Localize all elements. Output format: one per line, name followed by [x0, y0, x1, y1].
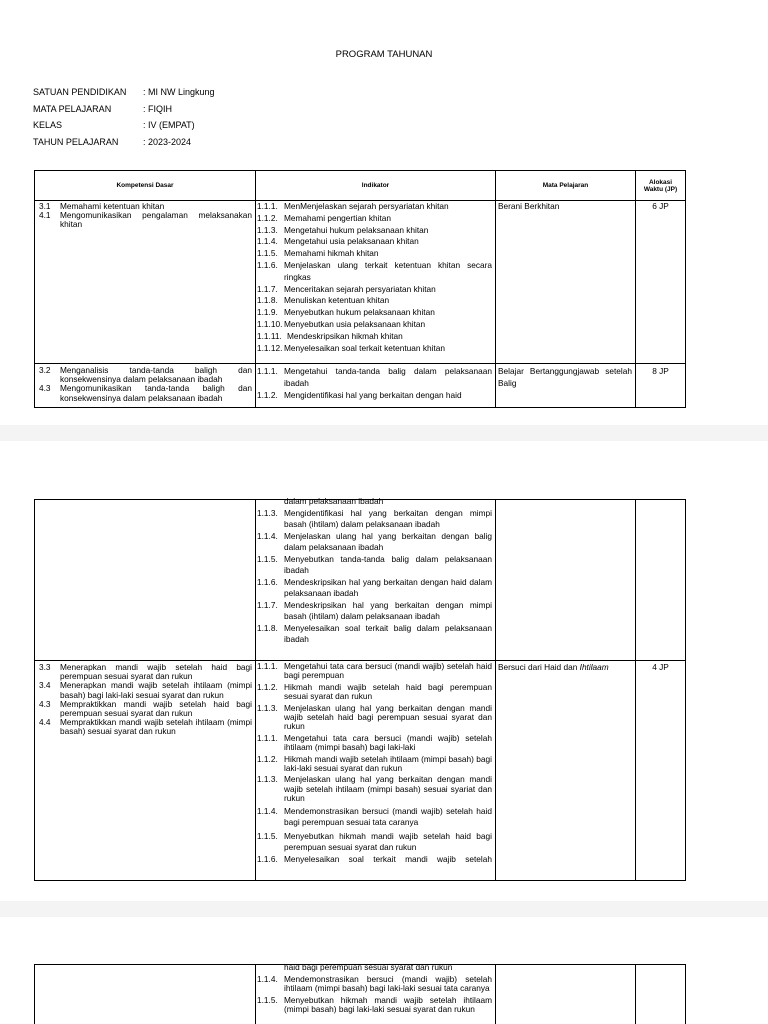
- indikator-item: [257, 704, 492, 732]
- header-alokasi-line2: Waktu (JP): [643, 185, 678, 193]
- indikator-number: 1.1.3.: [257, 774, 278, 785]
- indikator-item: [257, 496, 492, 508]
- indikator-item: [257, 775, 492, 803]
- indikator-text: Mendeskripsikan hal yang berkaitan dengan haid dalam pelaksanaan ibadah: [284, 576, 492, 598]
- alokasi-cell: [636, 500, 686, 661]
- kd-number: 3.2: [39, 365, 51, 375]
- indikator-item: [257, 508, 492, 531]
- indikator-text: Mendeskripsikan hikmah khitan: [287, 330, 403, 341]
- indikator-item: [257, 331, 492, 343]
- kd-text: Menganalisis tanda-tanda baligh dan konsekwensinya dalam pelaksanaan ibadah: [60, 365, 252, 385]
- indikator-item: [257, 806, 492, 829]
- indikator-number: 1.1.2.: [257, 681, 278, 692]
- indikator-cell: [256, 661, 496, 881]
- indikator-text: Mendeskripsikan hal yang berkaitan dengan mimpi basah (ihtilam) dalam pelaksanaan ibadah: [284, 599, 492, 621]
- program-table: [34, 170, 686, 408]
- table-row: [35, 201, 686, 364]
- indikator-text: dalam pelaksanaan ibadah: [284, 496, 384, 506]
- table-row: [35, 364, 686, 408]
- indikator-cell: [256, 201, 496, 364]
- indikator-number: [257, 496, 284, 508]
- meta-value: : IV (EMPAT): [143, 120, 195, 130]
- indikator-text: Mengidentifikasi hal yang berkaitan dengan mimpi basah (ihtilam) dalam pelaksanaan ibadah: [284, 507, 492, 529]
- alokasi-cell: 6 JP: [636, 201, 686, 364]
- indikator-number: 1.1.1.: [257, 732, 278, 743]
- mata-pelajaran-cell: [496, 965, 636, 1024]
- meta-value: : FIQIH: [143, 103, 172, 114]
- program-table-continued: [34, 964, 686, 1024]
- indikator-text: Menjelaskan ulang terkait ketentuan khitan secara ringkas: [284, 259, 492, 282]
- indikator-cell: [256, 496, 496, 661]
- kd-text: Mempraktikkan mandi wajib setelah haid bagi perempuan sesuai syarat dan rukun: [60, 698, 252, 719]
- table-row: [35, 661, 686, 881]
- indikator-text: Memahami hikmah khitan: [284, 248, 379, 259]
- indikator-item: [257, 577, 492, 600]
- meta-row: [33, 101, 215, 118]
- kd-number: 4.1: [39, 210, 51, 221]
- indikator-number: 1.1.1.: [257, 366, 278, 376]
- indikator-number: 1.1.6.: [257, 854, 278, 865]
- table-row: [35, 965, 686, 1024]
- mata-pelajaran-cell: Berani Berkhitan: [496, 201, 636, 364]
- indikator-text: Mendemonstrasikan bersuci (mandi wajib) setelah haid bagi perempuan sesuai tata caranya: [284, 805, 492, 828]
- indikator-item: [257, 531, 492, 554]
- indikator-text: Menceritakan sejarah persyariatan khitan: [284, 283, 436, 294]
- meta-label: KELAS: [33, 120, 63, 130]
- indikator-text: Menjelaskan ulang hal yang berkaitan dengan mandi wajib setelah haid bagi perempuan sesuai syarat dan rukun: [284, 702, 492, 732]
- kd-number: 3.3: [39, 662, 51, 672]
- indikator-item: [257, 390, 492, 402]
- kd-number: 4.4: [39, 717, 51, 728]
- indikator-number: 1.1.12.: [257, 342, 283, 353]
- indikator-text: Menyebutkan hukum pelaksanaan khitan: [284, 307, 435, 318]
- kd-number: 3.4: [39, 680, 51, 691]
- indikator-item: [257, 319, 492, 331]
- document-title: PROGRAM TAHUNAN: [335, 49, 433, 60]
- indikator-item: [257, 963, 492, 973]
- indikator-number: 1.1.1.: [257, 201, 278, 211]
- meta-label: SATUAN PENDIDIKAN: [33, 87, 127, 97]
- kd-cell: [35, 661, 256, 881]
- indikator-text: Mengetahui tata cara bersuci (mandi wajib) setelah ihtilaam (mimpi basah) bagi laki-laki: [284, 732, 492, 753]
- indikator-item: [257, 343, 492, 355]
- indikator-text: Menyebutkan usia pelaksanaan khitan: [284, 318, 426, 329]
- program-table-continued: [34, 496, 686, 881]
- indikator-item: [257, 260, 492, 284]
- kd-number: 4.3: [39, 698, 51, 709]
- indikator-item: [257, 236, 492, 248]
- alokasi-cell: [636, 965, 686, 1024]
- mata-pelajaran-cell: Belajar Bertanggungjawab setelah Balig: [496, 364, 636, 408]
- indikator-number: 1.1.5.: [257, 830, 278, 841]
- mapel-italic-text: Ihtilaam: [579, 662, 609, 672]
- kd-cell: [35, 364, 256, 408]
- indikator-number: 1.1.7.: [257, 283, 278, 294]
- indikator-item: [257, 734, 492, 753]
- kd-item: [38, 718, 252, 736]
- meta-label: MATA PELAJARAN: [33, 103, 112, 114]
- mapel-text: Bersuci dari Haid dan: [498, 662, 580, 672]
- meta-label: TAHUN PELAJARAN: [33, 136, 119, 147]
- mata-pelajaran-cell: [496, 661, 636, 881]
- kd-item: [38, 384, 252, 402]
- meta-row: [33, 134, 215, 151]
- indikator-text: Menyelesaikan soal terkait mandi wajib setelah: [284, 854, 492, 865]
- indikator-number: 1.1.10.: [257, 318, 283, 329]
- indikator-item: [257, 248, 492, 260]
- meta-value: : 2023-2024: [143, 136, 192, 147]
- indikator-text: Mengetahui tanda-tanda balig dalam pelaksanaan ibadah: [284, 366, 492, 388]
- indikator-number: 1.1.2.: [257, 753, 278, 764]
- indikator-item: [257, 623, 492, 646]
- header-kompetensi-dasar: Kompetensi Dasar: [35, 171, 256, 201]
- indikator-text: Mengidentifikasi hal yang berkaitan dengan haid: [284, 389, 462, 400]
- indikator-number: 1.1.5.: [257, 248, 278, 259]
- indikator-number: 1.1.3.: [257, 702, 278, 713]
- indikator-cell: [256, 364, 496, 408]
- kd-item: [38, 700, 252, 718]
- indikator-number: 1.1.2.: [257, 212, 278, 223]
- table-header-row: [35, 171, 686, 201]
- kd-text: Mengomunikasikan tanda-tanda baligh dan konsekwensinya dalam pelaksanaan ibadah: [60, 383, 252, 403]
- indikator-text: Mengetahui tata cara bersuci (mandi wajib) setelah haid bagi perempuan: [284, 661, 492, 681]
- kd-item: [38, 681, 252, 699]
- kd-text: Menerapkan mandi wajib setelah ihtilaam (mimpi basah) bagi laki-laki sesuai syarat dan rukun: [60, 680, 252, 700]
- indikator-item: [257, 662, 492, 681]
- indikator-number: [257, 963, 284, 973]
- document-page-3: [0, 917, 768, 1024]
- header-mata-pelajaran: Mata Pelajaran: [496, 171, 636, 201]
- indikator-text: Mendemonstrasikan bersuci (mandi wajib) setelah ihtilaam (mimpi basah) bagi laki-laki sesuai tata caranya: [284, 973, 492, 993]
- kd-item: [38, 663, 252, 681]
- indikator-number: 1.1.5.: [257, 994, 278, 1005]
- indikator-number: 1.1.4.: [257, 236, 278, 247]
- alokasi-cell: 8 JP: [636, 364, 686, 408]
- indikator-number: 1.1.6.: [257, 576, 278, 587]
- indikator-text: Hikmah mandi wajib setelah haid bagi perempuan sesuai syarat dan rukun: [284, 681, 492, 702]
- indikator-text: Hikmah mandi wajib setelah ihtilaam (mimpi basah) bagi laki-laki sesuai syarat dan rukun: [284, 753, 492, 774]
- indikator-item: [257, 755, 492, 774]
- indikator-number: 1.1.3.: [257, 224, 278, 235]
- header-alokasi-line1: Alokasi: [648, 178, 673, 186]
- kd-item: [38, 211, 252, 229]
- indikator-item: [257, 213, 492, 225]
- indikator-item: [257, 831, 492, 854]
- indikator-number: 1.1.5.: [257, 553, 278, 564]
- document-page-1: [0, 0, 768, 425]
- indikator-item: [257, 307, 492, 319]
- kd-cell: [35, 965, 256, 1024]
- indikator-number: 1.1.9.: [257, 307, 278, 318]
- kd-number: 3.1: [39, 201, 51, 211]
- indikator-item: [257, 295, 492, 307]
- identity-block: [33, 84, 215, 150]
- indikator-number: 1.1.4.: [257, 973, 278, 984]
- indikator-item: [257, 600, 492, 623]
- indikator-item: [257, 284, 492, 296]
- indikator-text: Menuliskan ketentuan khitan: [284, 295, 390, 306]
- alokasi-cell: 4 JP: [636, 661, 686, 881]
- indikator-item: [257, 225, 492, 237]
- indikator-text: Menyelesaikan soal terkait balig dalam pelaksanaan ibadah: [284, 622, 492, 644]
- indikator-text: Menjelaskan ulang hal yang berkaitan dengan mandi wajib setelah ihtilaam (mimpi basah) sesuai syariat dan rukun: [284, 774, 492, 804]
- indikator-text: MenMenjelaskan sejarah persyariatan khitan: [284, 201, 449, 211]
- kd-text: Memahami ketentuan khitan: [60, 201, 165, 211]
- meta-row: [33, 84, 215, 101]
- header-indikator: Indikator: [256, 171, 496, 201]
- indikator-item: [257, 554, 492, 577]
- kd-cell: [35, 500, 256, 661]
- kd-item: [38, 366, 252, 384]
- indikator-item: [257, 366, 492, 390]
- indikator-list: [257, 963, 492, 1015]
- indikator-text: Menyebutkan hikmah mandi wajib setelah haid bagi perempuan sesuai syarat dan rukun: [284, 830, 492, 853]
- indikator-text: Menyebutkan hikmah mandi wajib setelah ihtilaam (mimpi basah) bagi laki-laki sesuai syarat dan rukun: [284, 994, 492, 1014]
- indikator-number: 1.1.6.: [257, 259, 278, 270]
- kd-text: Mengomunikasikan pengalaman melaksanakan khitan: [60, 210, 252, 230]
- indikator-text: Menyelesaikan soal terkait ketentuan khitan: [284, 342, 445, 353]
- indikator-number: 1.1.4.: [257, 530, 278, 541]
- indikator-cell: [256, 962, 496, 1024]
- kd-text: Mempraktikkan mandi wajib setelah ihtilaam (mimpi basah) sesuai syarat dan rukun: [60, 717, 252, 737]
- indikator-item: [257, 683, 492, 702]
- indikator-number: 1.1.2.: [257, 389, 278, 400]
- indikator-item: [257, 854, 492, 866]
- indikator-item: [257, 201, 492, 213]
- indikator-text: Menyebutkan tanda-tanda balig dalam pelaksanaan ibadah: [284, 553, 492, 575]
- document-page-2: [0, 441, 768, 901]
- indikator-text: Mengetahui hukum pelaksanaan khitan: [284, 224, 429, 235]
- mata-pelajaran-cell: [496, 500, 636, 661]
- indikator-item: [257, 996, 492, 1015]
- indikator-text: Menjelaskan ulang hal yang berkaitan dengan balig dalam pelaksanaan ibadah: [284, 530, 492, 552]
- meta-value: : MI NW Lingkung: [143, 87, 215, 97]
- header-alokasi-waktu: [636, 171, 686, 201]
- meta-row: [33, 117, 215, 134]
- indikator-list: [257, 496, 492, 646]
- indikator-number: 1.1.3.: [257, 507, 278, 518]
- kd-text: Menerapkan mandi wajib setelah haid bagi perempuan sesuai syarat dan rukun: [60, 662, 252, 682]
- kd-cell: [35, 201, 256, 364]
- indikator-text: Mengetahui usia pelaksanaan khitan: [284, 236, 419, 247]
- indikator-text: haid bagi perempuan sesuai syarat dan rukun: [284, 962, 453, 972]
- indikator-number: 1.1.7.: [257, 599, 278, 610]
- indikator-number: 1.1.8.: [257, 295, 278, 306]
- indikator-number: 1.1.11.: [257, 330, 282, 341]
- indikator-text: Memahami pengertian khitan: [284, 212, 391, 223]
- table-row: [35, 500, 686, 661]
- indikator-item: [257, 975, 492, 994]
- indikator-number: 1.1.1.: [257, 661, 278, 671]
- kd-number: 4.3: [39, 383, 51, 394]
- indikator-number: 1.1.8.: [257, 622, 278, 633]
- indikator-number: 1.1.4.: [257, 805, 278, 816]
